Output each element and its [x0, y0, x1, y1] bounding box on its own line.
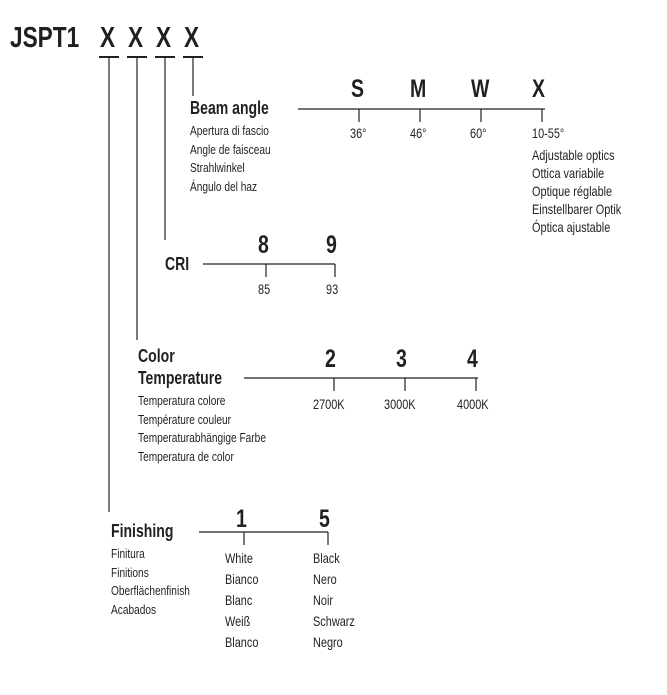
translation-it: Apertura di fascio — [190, 123, 269, 138]
model-code-prefix: JSPT1 — [10, 22, 80, 54]
finish-code-5: 5 — [319, 505, 330, 533]
finish-white-en: White — [225, 550, 253, 566]
translation-es: Acabados — [111, 601, 157, 617]
finish-white-list — [225, 548, 258, 653]
color-temperature-title-line2: Temperature — [138, 368, 223, 388]
beam-code-s: S — [351, 75, 365, 103]
ct-value-3000k: 3000K — [384, 396, 416, 412]
translation-fr: Température couleur — [138, 411, 232, 427]
adjustable-line-de: Einstellbarer Optik — [532, 201, 622, 217]
cri-code-8: 8 — [258, 231, 269, 259]
beam-value-s: 36° — [350, 125, 367, 141]
adjustable-optics-list — [532, 146, 621, 236]
translation-de: Temperaturabhängige Farbe — [138, 430, 266, 445]
beam-value-m: 46° — [410, 125, 427, 141]
ct-code-2: 2 — [325, 345, 336, 373]
adjustable-line-es: Óptica ajustable — [532, 219, 611, 235]
cri-value-93: 93 — [326, 281, 339, 297]
ct-value-4000k: 4000K — [457, 396, 489, 412]
finish-black-en: Black — [313, 550, 340, 566]
beam-code-x: X — [532, 75, 546, 103]
color-temperature-title — [138, 345, 222, 389]
finish-black-fr: Noir — [313, 592, 334, 608]
ct-value-2700k: 2700K — [313, 396, 345, 412]
translation-fr: Finitions — [111, 564, 149, 580]
color-temperature-translations — [138, 392, 266, 466]
cri-title: CRI — [165, 254, 190, 274]
translation-de: Oberflächenfinish — [111, 583, 190, 598]
beam-code-m: M — [410, 75, 427, 103]
finish-white-it: Bianco — [225, 571, 259, 587]
finishing-title: Finishing — [111, 521, 174, 541]
finish-white-de: Weiß — [225, 613, 251, 629]
ct-code-3: 3 — [396, 345, 407, 373]
finish-black-de: Schwarz — [313, 613, 355, 629]
beam-value-x: 10-55° — [532, 125, 565, 141]
adjustable-line-en: Adjustable optics — [532, 147, 615, 163]
adjustable-line-fr: Optique réglable — [532, 183, 613, 199]
finish-black-es: Negro — [313, 634, 343, 650]
finishing-translations — [111, 545, 190, 619]
translation-it: Temperatura colore — [138, 393, 226, 408]
color-temperature-title-line1: Color — [138, 346, 175, 366]
placeholder-3: X — [156, 22, 172, 54]
translation-es: Ángulo del haz — [190, 178, 258, 194]
ct-code-4: 4 — [467, 345, 478, 373]
adjustable-line-it: Ottica variabile — [532, 165, 605, 181]
finish-black-list — [313, 548, 355, 653]
cri-value-85: 85 — [258, 281, 271, 297]
cri-code-9: 9 — [326, 231, 337, 259]
translation-es: Temperatura de color — [138, 448, 234, 464]
placeholder-4: X — [184, 22, 200, 54]
beam-value-w: 60° — [470, 125, 487, 141]
translation-it: Finitura — [111, 546, 145, 561]
finish-white-fr: Blanc — [225, 592, 253, 608]
beam-angle-title: Beam angle — [190, 98, 269, 118]
translation-fr: Angle de faisceau — [190, 141, 271, 157]
translation-de: Strahlwinkel — [190, 160, 245, 175]
finish-white-es: Blanco — [225, 634, 259, 650]
beam-code-w: W — [471, 75, 490, 103]
finish-black-it: Nero — [313, 571, 337, 587]
beam-angle-translations — [190, 122, 271, 196]
placeholder-1: X — [100, 22, 116, 54]
finish-code-1: 1 — [236, 505, 247, 533]
placeholder-2: X — [128, 22, 144, 54]
